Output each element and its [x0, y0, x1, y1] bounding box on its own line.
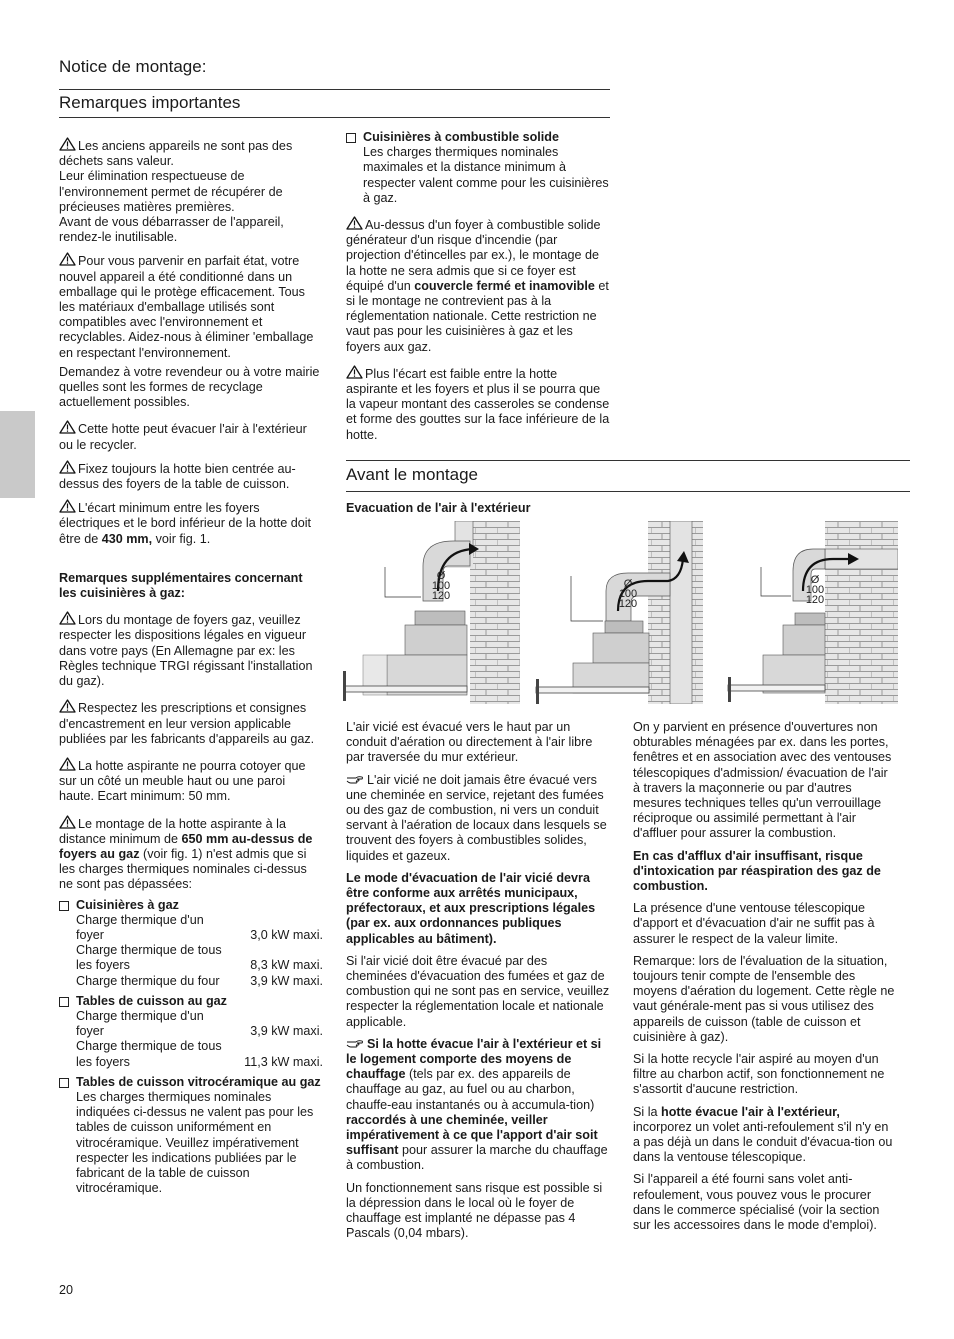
paragraph-intoxication-warning: En cas d'afflux d'air insuffisant, risque d'intoxication par réaspiration des gaz de combustion. [633, 848, 881, 894]
diagram-wall-outlet-up [343, 521, 520, 704]
paragraph-regulations: Le mode d'évacuation de l'air vicié devra être conforme aux arrêtés municipaux, préfectoraux, et aux prescriptions légales (par ex. aux ordonnances publiques applicables au bâtiment). [346, 870, 596, 946]
diameter-label-1: Ø 100 120 [431, 570, 451, 602]
paragraph-backflow-flap: Si la hotte évacue l'air à l'extérieur, incorporez un volet anti-refoulement s'il n'y en a pas déjà un dans le conduit d'évacua-tion ou dans la ventouse télescopique. [633, 1104, 893, 1165]
list-item-gas-hobs: Tables de cuisson au gaz Charge thermique d'un foyer 3,9 kW maxi. Charge thermique de tous les foyers 11,3 kW maxi. [59, 994, 323, 1070]
checkbox-square-icon [59, 901, 69, 911]
paragraph-recirculation: Si la hotte recycle l'air aspiré au moyen d'un filtre au charbon actif, son fonctionnement ne s'assortit d'aucune restriction. [633, 1052, 885, 1097]
paragraph-air-evacuation: L'air vicié est évacué vers le haut par un conduit d'aération ou directement à l'air libre par traversée du mur extérieur. [346, 720, 593, 765]
paragraph-pressure: Un fonctionnement sans risque est possible si la dépression dans le local où le foyer de chauffage est implanté ne dépasse pas 4 Pascals (0,04 mbars). [346, 1180, 603, 1241]
title-divider [59, 89, 610, 90]
warning-icon [59, 699, 76, 713]
section-divider [59, 117, 610, 118]
paragraph-chimney-regulations: Si l'air vicié doit être évacué par des cheminées d'évacuation des fumées et gaz de combustion qui ne sont pas en service, veuillez respecter la réglementation locale et nationale applicable. [346, 953, 610, 1029]
warning-icon [59, 460, 76, 474]
checkbox-square-icon [346, 133, 356, 143]
warning-icon [59, 420, 76, 434]
warning-icon [59, 757, 76, 771]
paragraph-min-distance-electric: L'écart minimum entre les foyers électriques et le bord inférieur de la hotte doit être de 430 mm, voir fig. 1. [59, 501, 312, 546]
paragraph-heating-warning: Si la hotte évacue l'air à l'extérieur et si le logement comporte des moyens de chauffage (tels par ex. des appareils de chauffage au gaz, au fuel ou au charbon, chauffe-eau instantanés ou à accumula-tion) raccordés à une cheminée, veiller impérativement à ce que l'apport d'air soit suffisant pour assurer la marche du chauffage à combustion. [346, 1036, 608, 1173]
paragraph-evacuation: Cette hotte peut évacuer l'air à l'extérieur ou le recycler. [59, 422, 307, 452]
list-item-vitroceramic: Tables de cuisson vitrocéramique au gaz Les charges thermiques nominales indiquées ci-dessus ne valent pas pour les tables de cuisson uniformément en vitrocéramique. Veuillez impérativement respecter les indications publiées par le fabricant de la table de cuisson vitrocéramique. [59, 1075, 323, 1197]
paragraph-openings: On y parvient en présence d'ouvertures non obturables ménagées par ex. dans les portes, fenêtres et en association avec des ventouses télescopiques d'admission/ évacuation de l'air à travers la maçonnerie ou par d'autres mesures techniques telles qu'un verrouillage réciproque ou assimilé permettant à l'air d'affluer pour assurer la combustion. [633, 720, 892, 841]
warning-icon [59, 137, 76, 151]
paragraph-packaging: Pour vous parvenir en parfait état, votre nouvel appareil a été conditionné dans un emballage qui le protège efficacement. Tous les matériaux d'emballage utilisés sont compatibles avec l'environnement et recyclables. Aidez-nous à éliminer 'emballage en respectant l'environnement. [59, 254, 314, 360]
section-divider [346, 460, 910, 461]
page-number: 20 [59, 1283, 74, 1297]
paragraph-accessories: Si l'appareil a été fourni sans volet anti-refoulement, vous pouvez vous le procurer dans le commerce spécialisé (voir la section sur les accessoires dans le mode d'emploi). [633, 1172, 880, 1233]
column-3 [346, 720, 610, 1249]
warning-icon [59, 252, 76, 266]
diagram-through-wall [728, 521, 898, 704]
evacuation-diagrams [343, 521, 898, 704]
list-item-solid-fuel: Cuisinières à combustible solide Les charges thermiques nominales maximales et la distance minimum à respecter valent comme pour les cuisinières à gaz. [346, 130, 610, 206]
subheading-gas: Remarques supplémentaires concernant les cuisinières à gaz: [59, 570, 303, 601]
paragraph-side-cabinet: La hotte aspirante ne pourra cotoyer que sur un côté un meuble haut ou une paroi haute. Ecart minimum: 50 mm. [59, 758, 306, 804]
paragraph-min-distance-gas: Le montage de la hotte aspirante à la distance minimum de 650 mm au-dessus de foyers au gaz (voir fig. 1) n'est admis que si les charges thermiques nominales ci-dessus ne sont pas dépassées: [59, 816, 313, 892]
section-divider [346, 491, 910, 492]
checkbox-square-icon [59, 997, 69, 1007]
diameter-label-2: Ø 100 120 [618, 578, 638, 610]
list-item-gas-cookers: Cuisinières à gaz Charge thermique d'un foyer 3,0 kW maxi. Charge thermique de tous les foyers 8,3 kW maxi. Charge thermique du four 3,9 kW maxi. [59, 898, 323, 989]
paragraph-centering: Fixez toujours la hotte bien centrée au-dessus des foyers de la table de cuisson. [59, 461, 296, 492]
paragraph-telescopic: La présence d'une ventouse télescopique d'apport et d'évacuation d'air ne suffit pas à assurer le respect de la valeur limite. [633, 901, 875, 946]
warning-icon [346, 216, 363, 230]
paragraph-gas-rules: Lors du montage de foyers gaz, veuillez respecter les dispositions légales en vigueur dans votre pays (En Allemagne par ex: les Règles technique TRGI régissant l'installation du gaz). [59, 613, 313, 689]
paragraph-dealer: Demandez à votre revendeur ou à votre mairie quelles sont les formes de recyclage actuellement possibles. [59, 364, 320, 410]
column-2 [346, 130, 610, 450]
column-1 [59, 137, 323, 1196]
diameter-label-3: Ø 100 120 [805, 574, 825, 606]
warning-icon [346, 365, 363, 379]
thumb-tab-marker [0, 411, 35, 498]
pointing-hand-icon [346, 774, 364, 784]
paragraph-condensation: Plus l'écart est faible entre la hotte aspirante et les foyers et plus il se pourra que la vapeur montant des casseroles se condense et forme des gouttes sur la face inférieure de la hotte. [346, 366, 610, 442]
paragraph-chimney-warning: L'air vicié ne doit jamais être évacué vers une cheminée en service, rejetant des fumées ou des gaz de combustion, ni vers un conduit servant à l'aération de locaux dans lesquels se trouvent des foyers à combustibles solides, liquides et gazeux. [346, 772, 607, 863]
evacuation-figure [343, 521, 898, 704]
warning-icon [59, 499, 76, 513]
pointing-hand-icon [346, 1038, 364, 1048]
paragraph-remark: Remarque: lors de l'évaluation de la situation, toujours tenir compte de l'ensemble des moyens d'aération du logement. Cette règle ne vaut générale-ment pas si vous utilisez des appareils de cuisson (table de cuisson et cuisinière à gaz). [633, 953, 895, 1044]
warning-icon [59, 815, 76, 829]
paragraph-recycling: Les anciens appareils ne sont pas des déchets sans valeur. Leur élimination respectueuse de l'environnement permet de récupérer de précieuses matières premières. Avant de vous débarrasser de l'appareil, rendez-le inutilisable. [59, 139, 293, 245]
warning-icon [59, 611, 76, 625]
page-title: Notice de montage: [59, 57, 207, 76]
checkbox-square-icon [59, 1078, 69, 1088]
paragraph-prescriptions: Respectez les prescriptions et consignes d'encastrement en leur version applicable publiées par les fabricants d'appareils au gaz. [59, 701, 315, 746]
diagram-duct-up [536, 521, 703, 704]
section-title-remarques: Remarques importantes [59, 93, 241, 112]
paragraph-solid-fuel-warning: Au-dessus d'un foyer à combustible solide générateur d'un risque d'incendie (par projection d'étincelles par ex.), le montage de la hotte ne sera admis que si ce foyer est équipé d'un couvercle fermé et inamovible et si le montage ne contrevient pas à la réglementation nationale. Cette restriction ne vaut pas pour les cuisinières à gaz et les foyers aux gaz. [346, 218, 609, 354]
section-title-avant-montage: Avant le montage [346, 465, 478, 484]
column-4 [633, 720, 895, 1240]
subsection-title-evacuation: Evacuation de l'air à l'extérieur [346, 501, 531, 515]
